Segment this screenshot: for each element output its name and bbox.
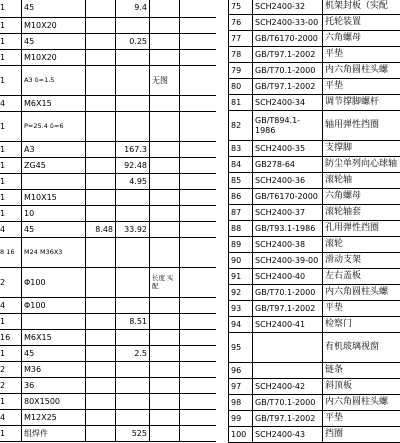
spec-cell: 45 [22,34,86,50]
table-row [229,363,400,379]
part-name-cell: 滑动支架 [323,253,400,269]
note-cell [150,18,180,34]
spec-cell: Φ100 [22,298,86,314]
qty-cell: 1 [0,206,22,222]
spec-cell: 36 [22,378,86,394]
spec-cell: 45 [22,346,86,362]
spec-cell: M10X15 [22,190,86,206]
item-number-cell: 82 [229,111,253,141]
qty-cell: 1 [0,314,22,330]
note-cell [150,0,180,18]
item-number-cell: 93 [229,301,253,317]
part-code-cell: GB/T97.1-2002 [253,301,323,317]
total-weight-cell [116,410,150,426]
table-row [229,141,400,157]
total-weight-cell [116,18,150,34]
extra-cell [180,394,216,410]
part-code-cell: GB/T97.1-2002 [253,411,323,427]
item-number-cell: 79 [229,63,253,79]
total-weight-cell: 167.3 [116,142,150,158]
item-number-cell: 83 [229,141,253,157]
extra-cell [180,268,216,298]
item-number-cell: 89 [229,237,253,253]
extra-cell [180,410,216,426]
part-code-cell: SCH2400-33-00 [253,15,323,31]
table-row [229,63,400,79]
table-row [229,189,400,205]
table-row [229,221,400,237]
extra-cell [180,18,216,34]
note-cell [150,206,180,222]
unit-weight-cell [86,394,116,410]
total-weight-cell [116,112,150,142]
spec-cell: 组焊件 [22,426,86,442]
extra-cell [180,50,216,66]
total-weight-cell: 92.48 [116,158,150,174]
item-number-cell: 75 [229,0,253,15]
part-code-cell: GB/T97.1-2002 [253,79,323,95]
total-weight-cell: 9.4 [116,0,150,18]
item-number-cell: 100 [229,427,253,443]
note-cell: 无图 [150,66,180,96]
qty-cell: 1 [0,158,22,174]
extra-cell [180,174,216,190]
part-code-cell [253,333,323,363]
extra-cell [180,112,216,142]
note-cell [150,112,180,142]
qty-cell: 8 16 [0,238,22,268]
table-row [229,79,400,95]
qty-cell: 2 [0,378,22,394]
table-row [229,0,400,15]
unit-weight-cell [86,158,116,174]
extra-cell [180,34,216,50]
part-name-cell: 平垫 [323,411,400,427]
table-row [229,395,400,411]
qty-cell: 1 [0,426,22,442]
total-weight-cell [116,362,150,378]
item-number-cell: 81 [229,95,253,111]
qty-cell: 1 [0,394,22,410]
part-name-cell: 滚轮轴 [323,173,400,189]
note-cell [150,314,180,330]
part-name-cell: 六角螺母 [323,31,400,47]
part-name-cell: 斜顶板 [323,379,400,395]
qty-cell: 1 [0,18,22,34]
part-name-cell: 内六角圆柱头螺 [323,395,400,411]
part-code-cell: SCH2400-42 [253,379,323,395]
table-row [229,111,400,141]
extra-cell [180,298,216,314]
note-cell [150,362,180,378]
qty-cell: 4 [0,222,22,238]
table-row [0,0,216,18]
part-name-cell: 有机玻璃视窗 [323,333,400,363]
part-name-cell: 孔用弹性挡圈 [323,221,400,237]
spec-cell: M12X25 [22,410,86,426]
part-code-cell: GB/T70.1-2000 [253,285,323,301]
total-weight-cell [116,394,150,410]
item-number-cell: 91 [229,269,253,285]
part-code-cell: SCH2400-43 [253,427,323,443]
unit-weight-cell [86,142,116,158]
extra-cell [180,238,216,268]
item-number-cell: 84 [229,157,253,173]
table-row [0,206,216,222]
part-name-cell: 支撑脚 [323,141,400,157]
qty-cell: 1 [0,66,22,96]
table-row [0,346,216,362]
table-row [229,285,400,301]
part-name-cell: 轴用弹性挡圈 [323,111,400,141]
table-row [229,237,400,253]
total-weight-cell [116,96,150,112]
item-number-cell: 99 [229,411,253,427]
part-name-cell: 滚轮轴套 [323,205,400,221]
item-number-cell: 88 [229,221,253,237]
table-row [229,411,400,427]
extra-cell [180,206,216,222]
part-name-cell: 平垫 [323,301,400,317]
table-row [229,333,400,363]
part-code-cell: GB/T6170-2000 [253,189,323,205]
unit-weight-cell [86,66,116,96]
note-cell [150,50,180,66]
part-name-cell: 内六角圆柱头螺 [323,63,400,79]
item-number-cell: 96 [229,363,253,379]
total-weight-cell [116,378,150,394]
note-cell [150,298,180,314]
note-cell [150,346,180,362]
part-code-cell [253,363,323,379]
qty-cell: 4 [0,410,22,426]
qty-cell: 1 [0,142,22,158]
total-weight-cell [116,66,150,96]
item-number-cell: 85 [229,173,253,189]
note-cell [150,426,180,442]
part-name-cell: 机架封板（实配 [323,0,400,15]
total-weight-cell [116,330,150,346]
unit-weight-cell [86,174,116,190]
spec-cell: ZG45 [22,158,86,174]
item-number-cell: 98 [229,395,253,411]
note-cell [150,190,180,206]
part-code-cell: SCH2400-38 [253,237,323,253]
part-name-cell: 六角螺母 [323,189,400,205]
part-code-cell: SCH2400-41 [253,317,323,333]
extra-cell [180,330,216,346]
table-row [0,50,216,66]
part-name-cell: 左右盖板 [323,269,400,285]
item-number-cell: 97 [229,379,253,395]
part-code-cell: SCH2400-34 [253,95,323,111]
spec-cell [22,174,86,190]
spec-cell: M6X15 [22,330,86,346]
item-number-cell: 80 [229,79,253,95]
unit-weight-cell [86,96,116,112]
part-code-cell: GB278-64 [253,157,323,173]
part-name-cell: 防尘单列向心球轴 [323,157,400,173]
spec-cell: P=25.4 δ=6 [22,112,86,142]
extra-cell [180,190,216,206]
unit-weight-cell [86,112,116,142]
spec-cell: M6X15 [22,96,86,112]
unit-weight-cell [86,298,116,314]
part-code-cell: SCH2400-32 [253,0,323,15]
extra-cell [180,314,216,330]
table-row [229,95,400,111]
item-number-cell: 90 [229,253,253,269]
unit-weight-cell [86,18,116,34]
part-name-cell: 挡圈 [323,427,400,443]
unit-weight-cell [86,330,116,346]
unit-weight-cell [86,238,116,268]
table-row [0,190,216,206]
spec-cell [22,314,86,330]
note-cell: 长度 实配 [150,268,180,298]
note-cell [150,34,180,50]
extra-cell [180,378,216,394]
qty-cell: 1 [0,112,22,142]
table-row [0,142,216,158]
spec-cell: 45 [22,222,86,238]
total-weight-cell [116,298,150,314]
total-weight-cell [116,206,150,222]
qty-cell: 1 [0,190,22,206]
note-cell [150,142,180,158]
note-cell [150,410,180,426]
part-name-cell: 平垫 [323,79,400,95]
table-row [229,157,400,173]
item-number-cell: 95 [229,333,253,363]
table-row [0,222,216,238]
unit-weight-cell [86,426,116,442]
table-row [0,66,216,96]
unit-weight-cell [86,314,116,330]
total-weight-cell [116,268,150,298]
table-row [0,174,216,190]
part-name-cell: 内六角圆柱头螺 [323,285,400,301]
qty-cell: 2 [0,362,22,378]
total-weight-cell: 525 [116,426,150,442]
part-name-cell: 调节撑脚螺杆 [323,95,400,111]
unit-weight-cell [86,268,116,298]
part-code-cell: GB/T894.1- 1986 [253,111,323,141]
extra-cell [180,222,216,238]
item-number-cell: 86 [229,189,253,205]
unit-weight-cell [86,378,116,394]
part-code-cell: GB/T97.1-2002 [253,47,323,63]
item-number-cell: 94 [229,317,253,333]
note-cell [150,158,180,174]
spec-cell: 10 [22,206,86,222]
table-row [0,298,216,314]
part-code-cell: SCH2400-40 [253,269,323,285]
part-code-cell: SCH2400-39-00 [253,253,323,269]
extra-cell [180,0,216,18]
table-row [0,238,216,268]
table-row [229,317,400,333]
spec-cell: A3 δ=1.5 [22,66,86,96]
qty-cell: 4 [0,298,22,314]
extra-cell [180,362,216,378]
table-row [0,268,216,298]
part-name-cell: 滚轮 [323,237,400,253]
table-row [229,47,400,63]
total-weight-cell: 4.95 [116,174,150,190]
spec-cell: M10X20 [22,50,86,66]
part-name-cell: 检察门 [323,317,400,333]
part-code-cell: GB/T93.1-1986 [253,221,323,237]
unit-weight-cell [86,0,116,18]
spec-cell: M10X20 [22,18,86,34]
table-row [0,394,216,410]
spec-cell: 45 [22,0,86,18]
qty-cell: 1 [0,34,22,50]
note-cell [150,330,180,346]
total-weight-cell: 2.5 [116,346,150,362]
table-row [229,15,400,31]
extra-cell [180,66,216,96]
unit-weight-cell [86,410,116,426]
part-name-cell: 托轮装置 [323,15,400,31]
table-row [0,96,216,112]
table-row [0,378,216,394]
table-row [0,330,216,346]
extra-cell [180,142,216,158]
right-parts-table [228,0,400,443]
note-cell [150,238,180,268]
item-number-cell: 77 [229,31,253,47]
spec-cell: A3 [22,142,86,158]
qty-cell: 2 [0,268,22,298]
part-code-cell: SCH2400-36 [253,173,323,189]
total-weight-cell: 0.25 [116,34,150,50]
table-row [0,362,216,378]
extra-cell [180,158,216,174]
qty-cell: 1 [0,174,22,190]
unit-weight-cell [86,50,116,66]
qty-cell: 1 [0,0,22,18]
part-code-cell: GB/T70.1-2000 [253,395,323,411]
qty-cell: 16 [0,330,22,346]
note-cell [150,394,180,410]
spec-cell: 80X1500 [22,394,86,410]
qty-cell: 4 [0,96,22,112]
part-code-cell: GB/T6170-2000 [253,31,323,47]
unit-weight-cell [86,190,116,206]
part-name-cell: 链条 [323,363,400,379]
table-row [229,31,400,47]
note-cell [150,174,180,190]
table-row [229,301,400,317]
total-weight-cell: 8.51 [116,314,150,330]
part-name-cell: 平垫 [323,47,400,63]
unit-weight-cell: 8.48 [86,222,116,238]
qty-cell: 1 [0,346,22,362]
extra-cell [180,426,216,442]
total-weight-cell [116,190,150,206]
unit-weight-cell [86,346,116,362]
total-weight-cell [116,238,150,268]
item-number-cell: 92 [229,285,253,301]
spec-cell: M24 M36X3 [22,238,86,268]
extra-cell [180,346,216,362]
part-code-cell: GB/T70.1-2000 [253,63,323,79]
note-cell [150,378,180,394]
unit-weight-cell [86,34,116,50]
part-code-cell: SCH2400-37 [253,205,323,221]
table-row [0,34,216,50]
table-row [229,173,400,189]
table-row [229,427,400,443]
table-row [0,158,216,174]
table-row [0,18,216,34]
table-row [0,112,216,142]
table-row [0,426,216,442]
table-row [229,253,400,269]
total-weight-cell [116,50,150,66]
table-row [0,410,216,426]
note-cell [150,222,180,238]
qty-cell: 1 [0,50,22,66]
table-row [229,205,400,221]
item-number-cell: 87 [229,205,253,221]
table-row [229,269,400,285]
table-row [229,379,400,395]
total-weight-cell: 33.92 [116,222,150,238]
table-row [0,314,216,330]
item-number-cell: 78 [229,47,253,63]
spec-cell: Φ100 [22,268,86,298]
note-cell [150,96,180,112]
unit-weight-cell [86,362,116,378]
extra-cell [180,96,216,112]
spec-cell: M36 [22,362,86,378]
part-code-cell: SCH2400-35 [253,141,323,157]
item-number-cell: 76 [229,15,253,31]
unit-weight-cell [86,206,116,222]
